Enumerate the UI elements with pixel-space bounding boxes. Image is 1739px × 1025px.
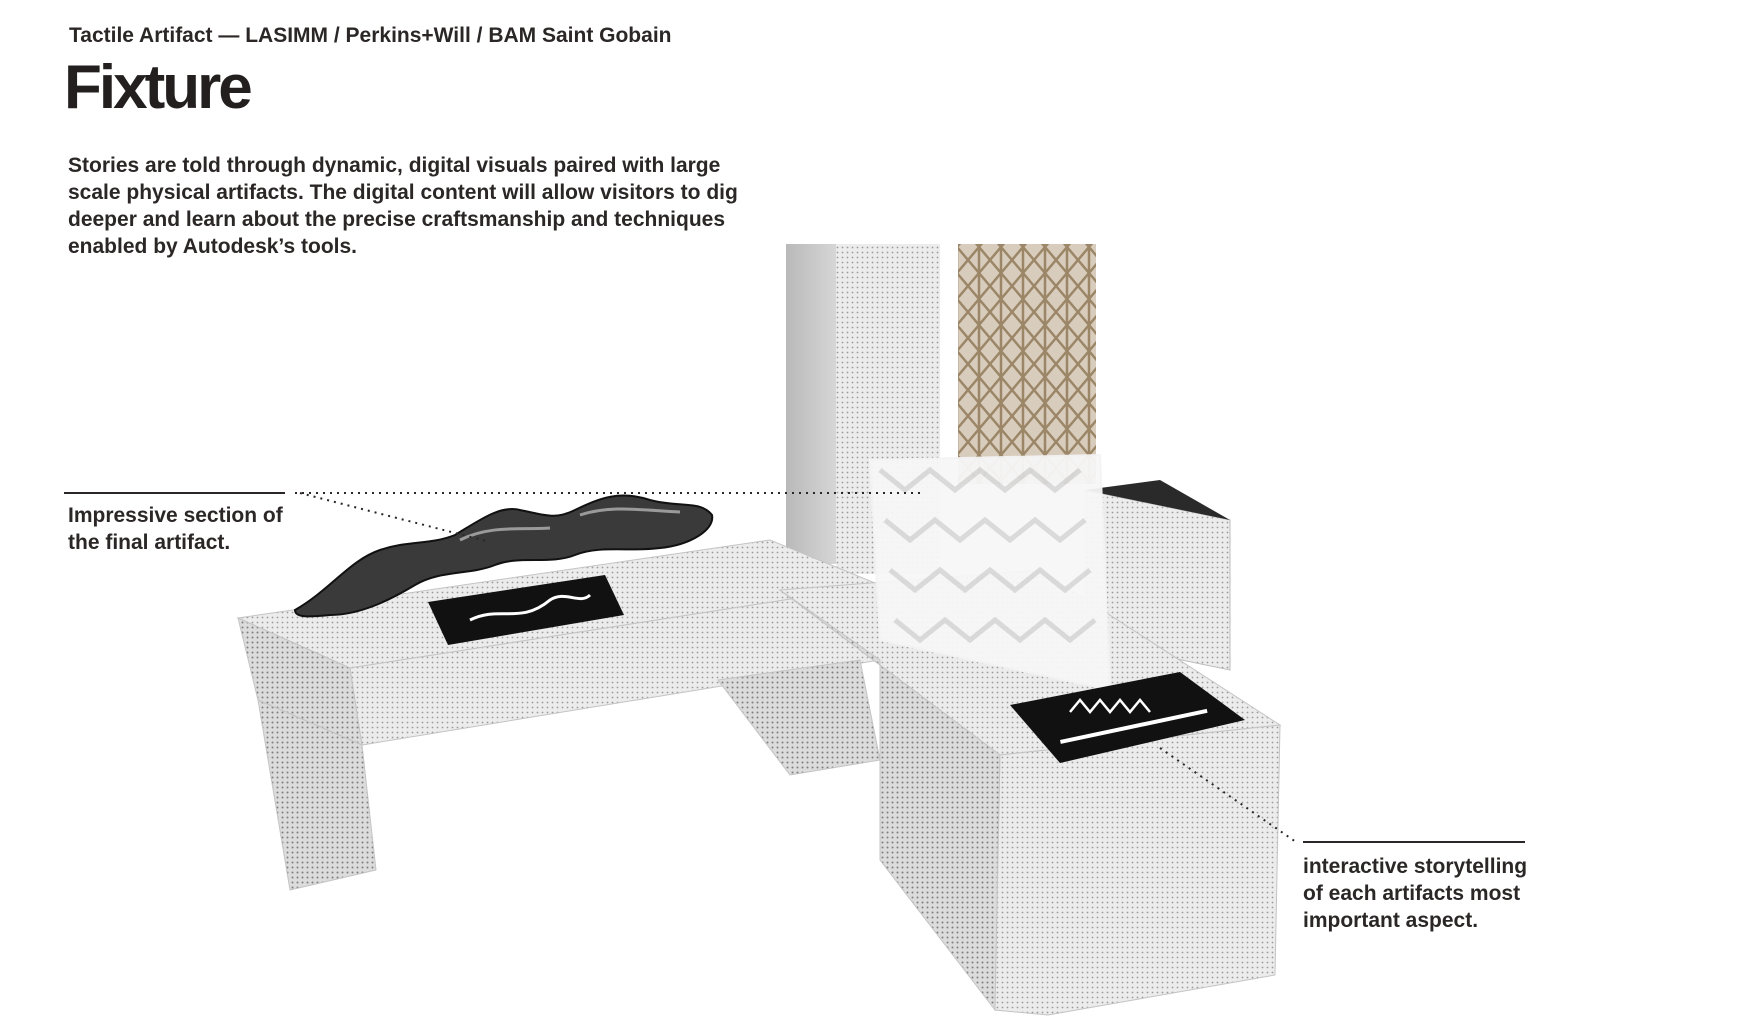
page-title: Fixture xyxy=(64,53,250,122)
description-paragraph: Stories are told through dynamic, digital visuals paired with large scale physical artifacts. The digital content will allow visitors to dig deeper and learn about the precise craftsmanship and techniques enabled by Autodesk’s tools. xyxy=(68,154,738,258)
lattice-column xyxy=(958,244,1096,484)
annotation-left: Impressive section of the final artifact. xyxy=(68,504,283,554)
project-subtitle: Tactile Artifact — LASIMM / Perkins+Will / BAM Saint Gobain xyxy=(69,24,672,47)
annotation-right: interactive storytelling of each artifacts most important aspect. xyxy=(1303,855,1528,932)
